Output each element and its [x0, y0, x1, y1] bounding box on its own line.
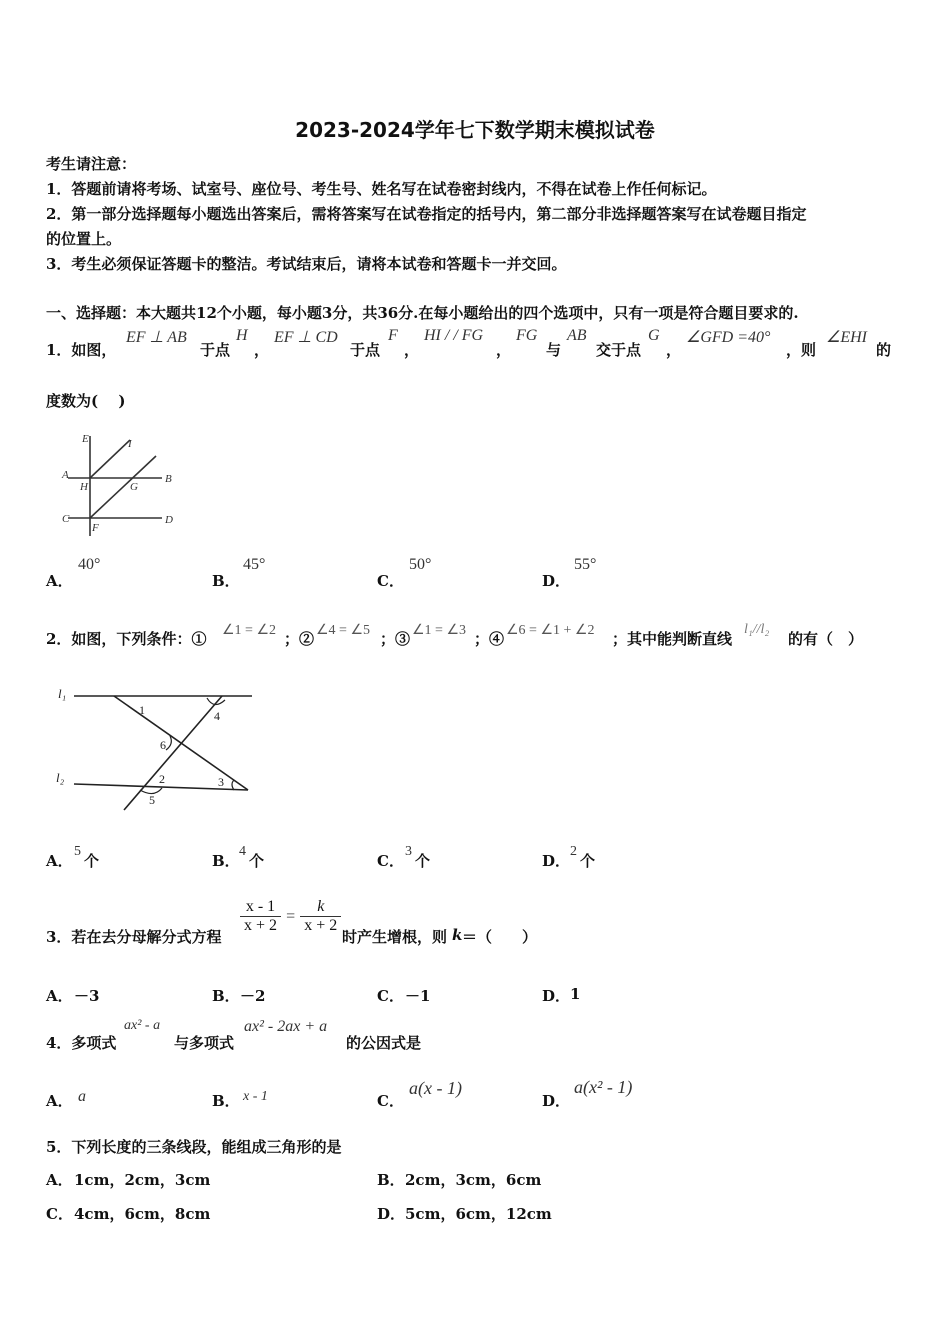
q5-question: 5．下列长度的三条线段，能组成三角形的是: [46, 1138, 342, 1156]
q3-fraction-right: [300, 898, 341, 935]
q2-condition-3: ∠1 = ∠3: [412, 623, 466, 638]
q4-option-c[interactable]: a(x - 1): [409, 1078, 462, 1098]
q4-option-b-label: B．: [212, 1092, 240, 1110]
q1-line-2: 度数为( ): [46, 392, 126, 410]
fig1-label-a: A: [62, 469, 69, 481]
q3-option-b-label: B．: [212, 987, 240, 1005]
q5-option-c[interactable]: 4cm，6cm，8cm: [74, 1205, 211, 1223]
q2-option-b-unit: 个: [249, 852, 265, 870]
fig2-label-l1: l₁: [58, 686, 67, 701]
q2-text: ；其中能判断直线: [612, 630, 733, 648]
q3-number: 3．若在去分母解分式方程: [46, 928, 222, 946]
fig1-label-h: H: [80, 481, 88, 493]
q4-number: 4．多项式: [46, 1034, 117, 1052]
fig2-label-5: 5: [149, 793, 155, 807]
q2-number: 2．如图，下列条件：①: [46, 630, 207, 648]
q1-text: 交于点: [596, 341, 642, 359]
q2-sep: ；②: [284, 630, 315, 648]
q1-math-angle-gfd: ∠GFD =40°: [686, 329, 771, 346]
q4-option-c-label: C．: [377, 1092, 404, 1110]
q1-math-ef-perp-ab: EF ⊥ AB: [126, 329, 187, 346]
q3-option-d-label: D．: [542, 987, 571, 1005]
q1-option-c[interactable]: 50°: [409, 556, 432, 573]
q5-option-a[interactable]: 1cm，2cm，3cm: [74, 1171, 211, 1189]
q1-math-hi-parallel-fg: HI / / FG: [424, 327, 484, 344]
q3-equals: =: [286, 908, 296, 925]
q1-option-d-label: D．: [542, 572, 571, 590]
fig2-label-4: 4: [214, 709, 220, 723]
q1-option-b-label: B．: [212, 572, 240, 590]
q1-text: ，: [496, 341, 512, 359]
q5-option-b-label: B．: [377, 1171, 405, 1189]
q4-option-d[interactable]: a(x² - 1): [574, 1077, 633, 1097]
q5-option-d[interactable]: 5cm，6cm，12cm: [405, 1205, 552, 1223]
q2-condition-1: ∠1 = ∠2: [222, 623, 276, 638]
q1-option-b[interactable]: 45°: [243, 556, 266, 573]
notice-item-2-cont: 的位置上。: [46, 230, 122, 248]
q1-option-c-label: C．: [377, 572, 404, 590]
fig1-label-d: D: [165, 514, 173, 526]
q1-math-angle-ehi: ∠EHI: [826, 329, 867, 346]
q3-k: k: [452, 926, 463, 944]
fig1-label-b: B: [165, 473, 172, 485]
q2-option-a-value[interactable]: 5: [74, 844, 81, 859]
q1-math-fg: FG: [516, 327, 538, 344]
q4-text-end: 的公因式是: [346, 1034, 422, 1052]
q1-text: 于点: [200, 341, 231, 359]
fig1-label-g: G: [130, 481, 138, 493]
q1-math-f: F: [388, 327, 398, 344]
notice-item-2: 2．第一部分选择题每小题选出答案后，需将答案写在试卷指定的括号内，第二部分非选择题答案写在试卷题目指定: [46, 205, 807, 223]
section-heading: 一、选择题：本大题共12个小题，每小题3分，共36分.在每小题给出的四个选项中，只有一项是符合题目要求的.: [46, 304, 799, 322]
fig1-label-c: C: [62, 513, 70, 525]
q2-text-end: 的有（ ）: [788, 630, 864, 648]
q2-option-b-value[interactable]: 4: [239, 844, 246, 859]
q2-option-c-label: C．: [377, 852, 404, 870]
q2-option-a-unit: 个: [84, 852, 100, 870]
q2-option-b-label: B．: [212, 852, 240, 870]
q1-text: 的: [876, 341, 892, 359]
q1-math-g: G: [648, 327, 660, 344]
q5-option-a-label: A．: [46, 1171, 73, 1189]
page-title: 2023-2024学年七下数学期末模拟试卷: [295, 118, 655, 142]
q3-option-a-label: A．: [46, 987, 73, 1005]
q3-option-a[interactable]: －3: [74, 987, 100, 1005]
fig2-label-2: 2: [159, 772, 165, 786]
q3-option-c-label: C．: [377, 987, 404, 1005]
notice-item-1: 1．答题前请将考场、试室号、座位号、考生号、姓名写在试卷密封线内，不得在试卷上作任何标记。: [46, 180, 717, 198]
q4-polynomial-1: ax² - a: [124, 1018, 161, 1033]
q3-text: 时产生增根，则: [342, 928, 448, 946]
q4-option-b[interactable]: x - 1: [243, 1089, 268, 1104]
q3-equation: [240, 898, 341, 935]
q4-text: 与多项式: [174, 1034, 235, 1052]
q1-text: 与: [546, 341, 562, 359]
q3-numerator-left: x - 1: [240, 898, 281, 917]
q1-option-a-label: A．: [46, 572, 73, 590]
q2-sep: ；③: [380, 630, 411, 648]
q2-lines: l₁//l₂: [744, 622, 770, 637]
fig1-label-e: E: [82, 433, 89, 445]
notice-heading: 考生请注意：: [46, 155, 137, 173]
fig2-label-6: 6: [160, 738, 166, 752]
q5-option-c-label: C．: [46, 1205, 73, 1223]
fig2-label-3: 3: [218, 775, 224, 789]
fig2-label-l2: l₂: [56, 770, 65, 785]
q2-option-d-label: D．: [542, 852, 571, 870]
q1-number: 1．如图，: [46, 341, 117, 359]
q4-option-d-label: D．: [542, 1092, 571, 1110]
q2-option-c-value[interactable]: 3: [405, 844, 412, 859]
q4-option-a-label: A．: [46, 1092, 73, 1110]
notice-item-3: 3．考生必须保证答题卡的整洁。考试结束后，请将本试卷和答题卡一并交回。: [46, 255, 567, 273]
q2-option-c-unit: 个: [415, 852, 431, 870]
fig2-label-1: 1: [139, 703, 145, 717]
q1-text: 于点: [350, 341, 381, 359]
q3-option-d[interactable]: 1: [570, 985, 581, 1003]
q1-option-a[interactable]: 40°: [78, 556, 101, 573]
q1-math-ab: AB: [567, 327, 587, 344]
q1-text: ，则: [786, 341, 817, 359]
fig1-label-f: F: [92, 522, 99, 534]
q4-polynomial-2: ax² - 2ax + a: [244, 1018, 328, 1035]
q1-option-d[interactable]: 55°: [574, 556, 597, 573]
q2-option-a-label: A．: [46, 852, 73, 870]
q1-text: ，: [666, 341, 682, 359]
q3-text-end: ＝（ ）: [462, 928, 538, 946]
q3-denominator-left: x + 2: [244, 917, 278, 934]
q3-option-b[interactable]: －2: [240, 987, 266, 1005]
q3-denominator-right: x + 2: [304, 917, 338, 934]
q1-math-ef-perp-cd: EF ⊥ CD: [274, 329, 338, 346]
q2-option-d-unit: 个: [580, 852, 596, 870]
q5-option-d-label: D．: [377, 1205, 406, 1223]
q3-numerator-right: k: [300, 898, 341, 917]
q1-text: ，: [404, 341, 420, 359]
q2-condition-4: ∠6 = ∠1 + ∠2: [506, 623, 595, 638]
q3-fraction-left: [240, 898, 281, 935]
q1-math-h: H: [236, 327, 248, 344]
fig1-label-i: I: [128, 438, 132, 450]
q2-figure: [50, 680, 260, 812]
q2-sep: ；④: [474, 630, 505, 648]
q1-figure: [58, 428, 188, 540]
q3-option-c[interactable]: －1: [405, 987, 431, 1005]
q5-option-b[interactable]: 2cm，3cm，6cm: [405, 1171, 542, 1189]
q4-option-a[interactable]: a: [78, 1088, 86, 1105]
q2-option-d-value[interactable]: 2: [570, 844, 577, 859]
q1-text: ，: [254, 341, 270, 359]
q2-condition-2: ∠4 = ∠5: [316, 623, 370, 638]
